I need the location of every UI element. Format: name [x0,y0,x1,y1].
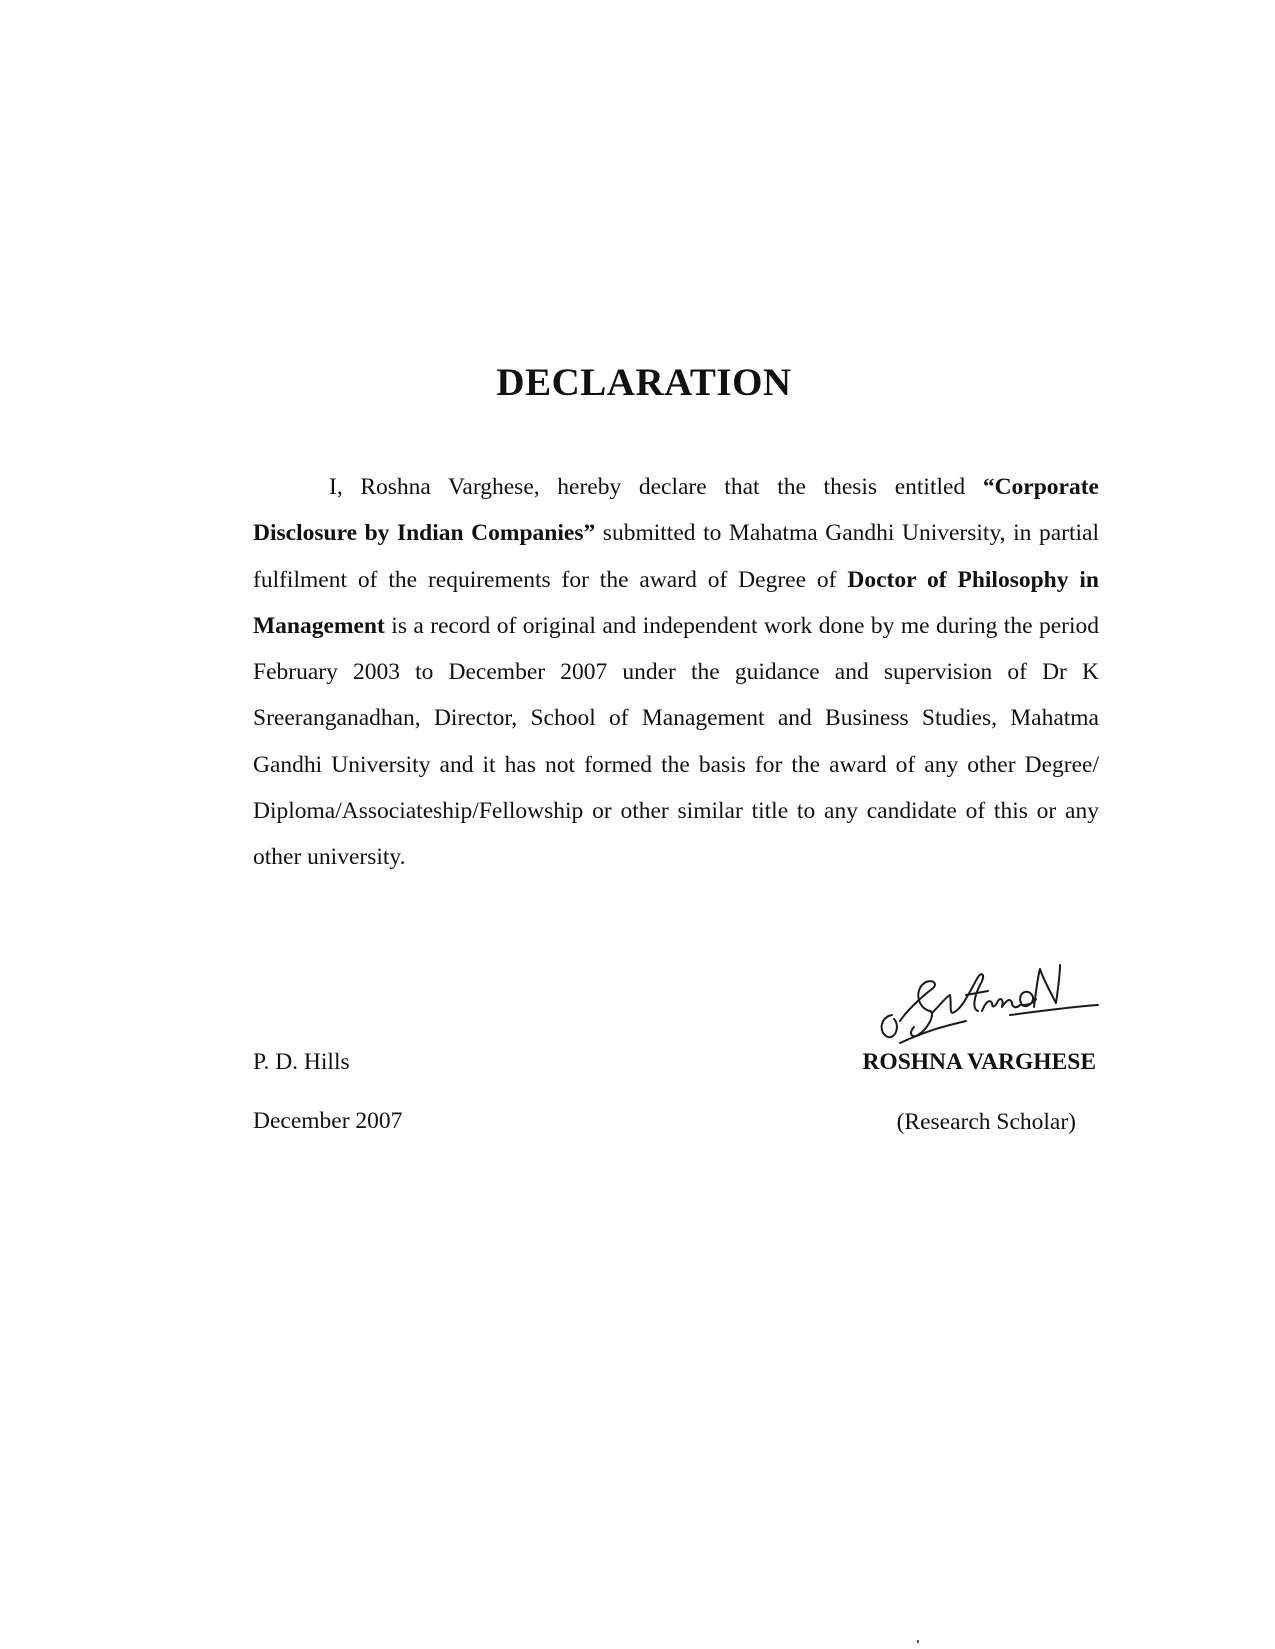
declaration-text-1: I, Roshna Varghese, hereby declare that the thesis entitled [329,474,983,500]
declaration-text-3: is a record of original and independent work done by me during the period February 2003 to December 2007 under the guidance and supervision of Dr K Sreeranganadhan, Director, School of Management and Business Studies, Mahatma Gandhi University and it has not formed the basis for the award of any other Degree/ Diploma/Associateship/Fellowship or other similar title to any candidate of this or any other university. [253,612,1099,871]
place: P. D. Hills [253,1049,350,1075]
signatory-name: ROSHNA VARGHESE [862,1049,1096,1075]
signatory-role: (Research Scholar) [896,1109,1076,1135]
declaration-text-2: submitted to Mahatma Gandhi University, in partial fulfilment of the requirements for the award of Degree of [253,520,1100,593]
thesis-title: “Corporate Disclosure by Indian Companies” [253,474,1099,547]
handwritten-signature [870,955,1100,1045]
declaration-paragraph [253,464,1099,881]
degree-name: Doctor of Philosophy in Management [253,566,1099,639]
scan-speck [917,1640,919,1643]
date: December 2007 [253,1108,403,1134]
page-title: DECLARATION [496,361,792,404]
